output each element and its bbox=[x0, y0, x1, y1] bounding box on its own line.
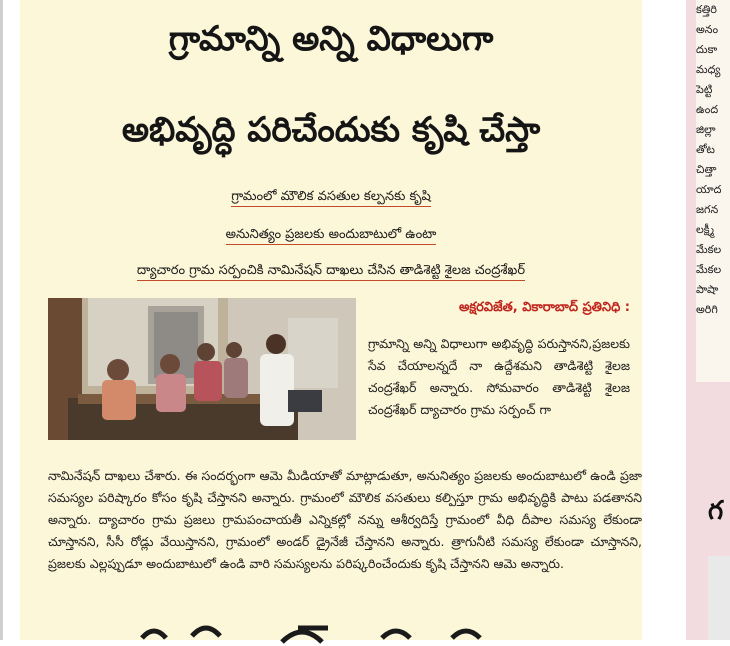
adjacent-article-column bbox=[686, 0, 730, 640]
sidebar-line: మేకల bbox=[696, 243, 722, 256]
left-column-edge bbox=[3, 0, 17, 640]
adjacent-headline: గ bbox=[708, 496, 724, 526]
subheading-3: ద్యాచారం గ్రామ సర్పంచికి నామినేషన్ దాఖలు చేసిన తాడిశెట్టి శైలజ చంద్రశేఖర్ bbox=[20, 262, 642, 280]
sidebar-line: ఉంద bbox=[696, 103, 719, 116]
sidebar-line: దుకా bbox=[696, 43, 718, 56]
article-body-full: నామినేషన్ దాఖలు చేశారు. ఈ సందర్భంగా ఆమె మీడియాతో మాట్లాడుతూ, అనునిత్యం ప్రజలకు అందుబాటులో ఉండి ప్రజా సమస్యల పరిష్కారం కోసం కృషి చేస్తానని అన్నారు. గ్రామంలో మౌలిక వసతులు కల్పిస్తూ గ్రామ అభివృద్ధికి పాటు పడతానని అన్నారు. ద్యాచారం గ్రామ ప్రజలు గ్రామపంచాయతీ ఎన్నికల్లో నన్ను ఆశీర్వదిస్తే గ్రామంలో వీధి దీపాల సమస్య లేకుండా చూస్తానని, సీసీ రోడ్లు వేయిస్తానని, గ్రామంలో అండర్ డ్రైనేజీ చేస్తానని అన్నారు. త్రాగునీటి సమస్య లేకుండా చూస్తానని, ప్రజలకు ఎల్లప్పుడూ అందుబాటులో ఉండి వారి సమస్యలను పరిష్కరించేందుకు కృషి చేస్తానని ఆమె అన్నారు. bbox=[48, 467, 642, 571]
sidebar-line: లక్ష్మీ bbox=[696, 223, 715, 236]
sidebar-line: అనం bbox=[696, 23, 719, 36]
sidebar-line: అరిగి bbox=[696, 303, 718, 316]
news-article bbox=[20, 0, 642, 640]
adjacent-article-text bbox=[696, 0, 730, 382]
column-gutter bbox=[650, 0, 688, 640]
nomination-filing-photo bbox=[48, 298, 356, 440]
article-body-right: గ్రామాన్ని అన్ని విధాలుగా అభివృద్ధి పరుస్తానని,ప్రజలకు సేవ చేయాలన్నదే నా ఉద్దేశమని తాడిశెట్టి శైలజ చంద్రశేఖర్ అన్నారు. సోమవారం తాడిశెట్టి శైలజ చంద్రశేఖర్ ద్యాచారం గ్రామ సర్పంచ్ గా bbox=[368, 335, 630, 417]
sidebar-line: జగన bbox=[696, 203, 719, 216]
next-headline-fragment bbox=[132, 616, 532, 646]
sidebar-line: మేకల bbox=[696, 263, 722, 276]
sidebar-line: జిల్లా bbox=[696, 123, 716, 136]
subheading-1: గ్రామంలో మౌలిక వసతుల కల్పనకు కృషి bbox=[20, 188, 642, 206]
headline-line-1: గ్రామాన్ని అన్ని విధాలుగా bbox=[168, 19, 494, 59]
cropped-headline-glyphs bbox=[132, 616, 532, 646]
sidebar-line: మధ్య bbox=[696, 63, 721, 76]
article-photo bbox=[48, 298, 356, 440]
headline-line-2: అభివృద్ధి పరిచేందుకు కృషి చేస్తా bbox=[121, 110, 541, 150]
sidebar-line: చిత్తా bbox=[696, 163, 717, 176]
sidebar-line: కత్తిరి bbox=[696, 3, 717, 16]
adjacent-image-corner bbox=[708, 556, 730, 640]
sidebar-line: పెట్టి bbox=[696, 83, 713, 96]
sidebar-line: తోట bbox=[696, 143, 715, 156]
subheading-2: అనునిత్యం ప్రజలకు అందుబాటులో ఉంటా bbox=[20, 226, 642, 244]
sidebar-line: యాద bbox=[696, 183, 722, 196]
byline: అక్షరవిజేత, వికారాబాద్ ప్రతినిధి : bbox=[459, 300, 630, 315]
sidebar-line: పాషా bbox=[696, 283, 719, 296]
